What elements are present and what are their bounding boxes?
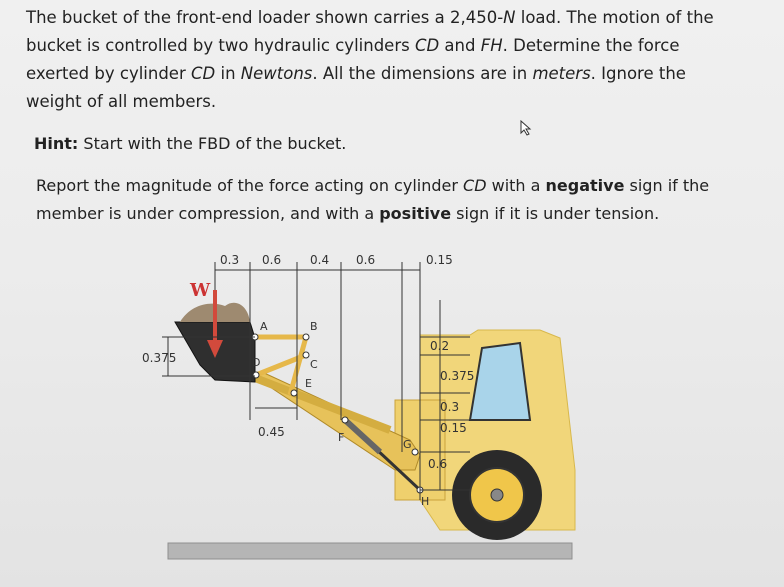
ground-line	[168, 543, 572, 559]
dim-0-6-right: 0.6	[428, 457, 448, 471]
label-f: F	[338, 431, 345, 444]
hint-text: Hint: Start with the FBD of the bucket.	[34, 134, 347, 153]
label-w: W	[190, 280, 211, 301]
label-h: H	[421, 495, 430, 508]
dim-0-15-top: 0.15	[426, 253, 453, 267]
label-b: B	[310, 320, 318, 333]
dim-0-2: 0.2	[430, 339, 450, 353]
dim-0-375-right: 0.375	[440, 369, 475, 383]
dim-0-6-b: 0.6	[356, 253, 376, 267]
label-d: D	[252, 356, 261, 369]
dim-0-3-right: 0.3	[440, 400, 460, 414]
label-c: C	[310, 358, 318, 371]
pin-d	[253, 372, 259, 378]
instructions-text: Report the magnitude of the force acting on cylinder CD with a negative sign if the member is under compression, and with a positive sign if it is under tension.	[36, 176, 710, 223]
dim-0-4: 0.4	[310, 253, 330, 267]
wheel-hub	[491, 489, 503, 501]
problem-statement: The bucket of the front-end loader shown carries a 2,450-N load. The motion of the bucket is controlled by two hydraulic cylinders CD and FH. Determine the force exerted by cylinder CD in Newtons. All the dimensions are in meters. Ignore the weight of all members.	[26, 8, 714, 111]
label-g: G	[403, 438, 412, 451]
pin-g	[412, 449, 418, 455]
dim-0-15-right: 0.15	[440, 421, 467, 435]
dim-0-3: 0.3	[220, 253, 240, 267]
pin-f	[342, 417, 348, 423]
pin-c	[303, 352, 309, 358]
dim-0-6-a: 0.6	[262, 253, 282, 267]
pin-e	[291, 390, 297, 396]
dim-0-45: 0.45	[258, 425, 285, 439]
label-e: E	[305, 377, 312, 390]
pin-b	[303, 334, 309, 340]
link-be	[290, 337, 306, 395]
dim-0-375-left: 0.375	[142, 351, 177, 365]
label-a: A	[260, 320, 268, 333]
